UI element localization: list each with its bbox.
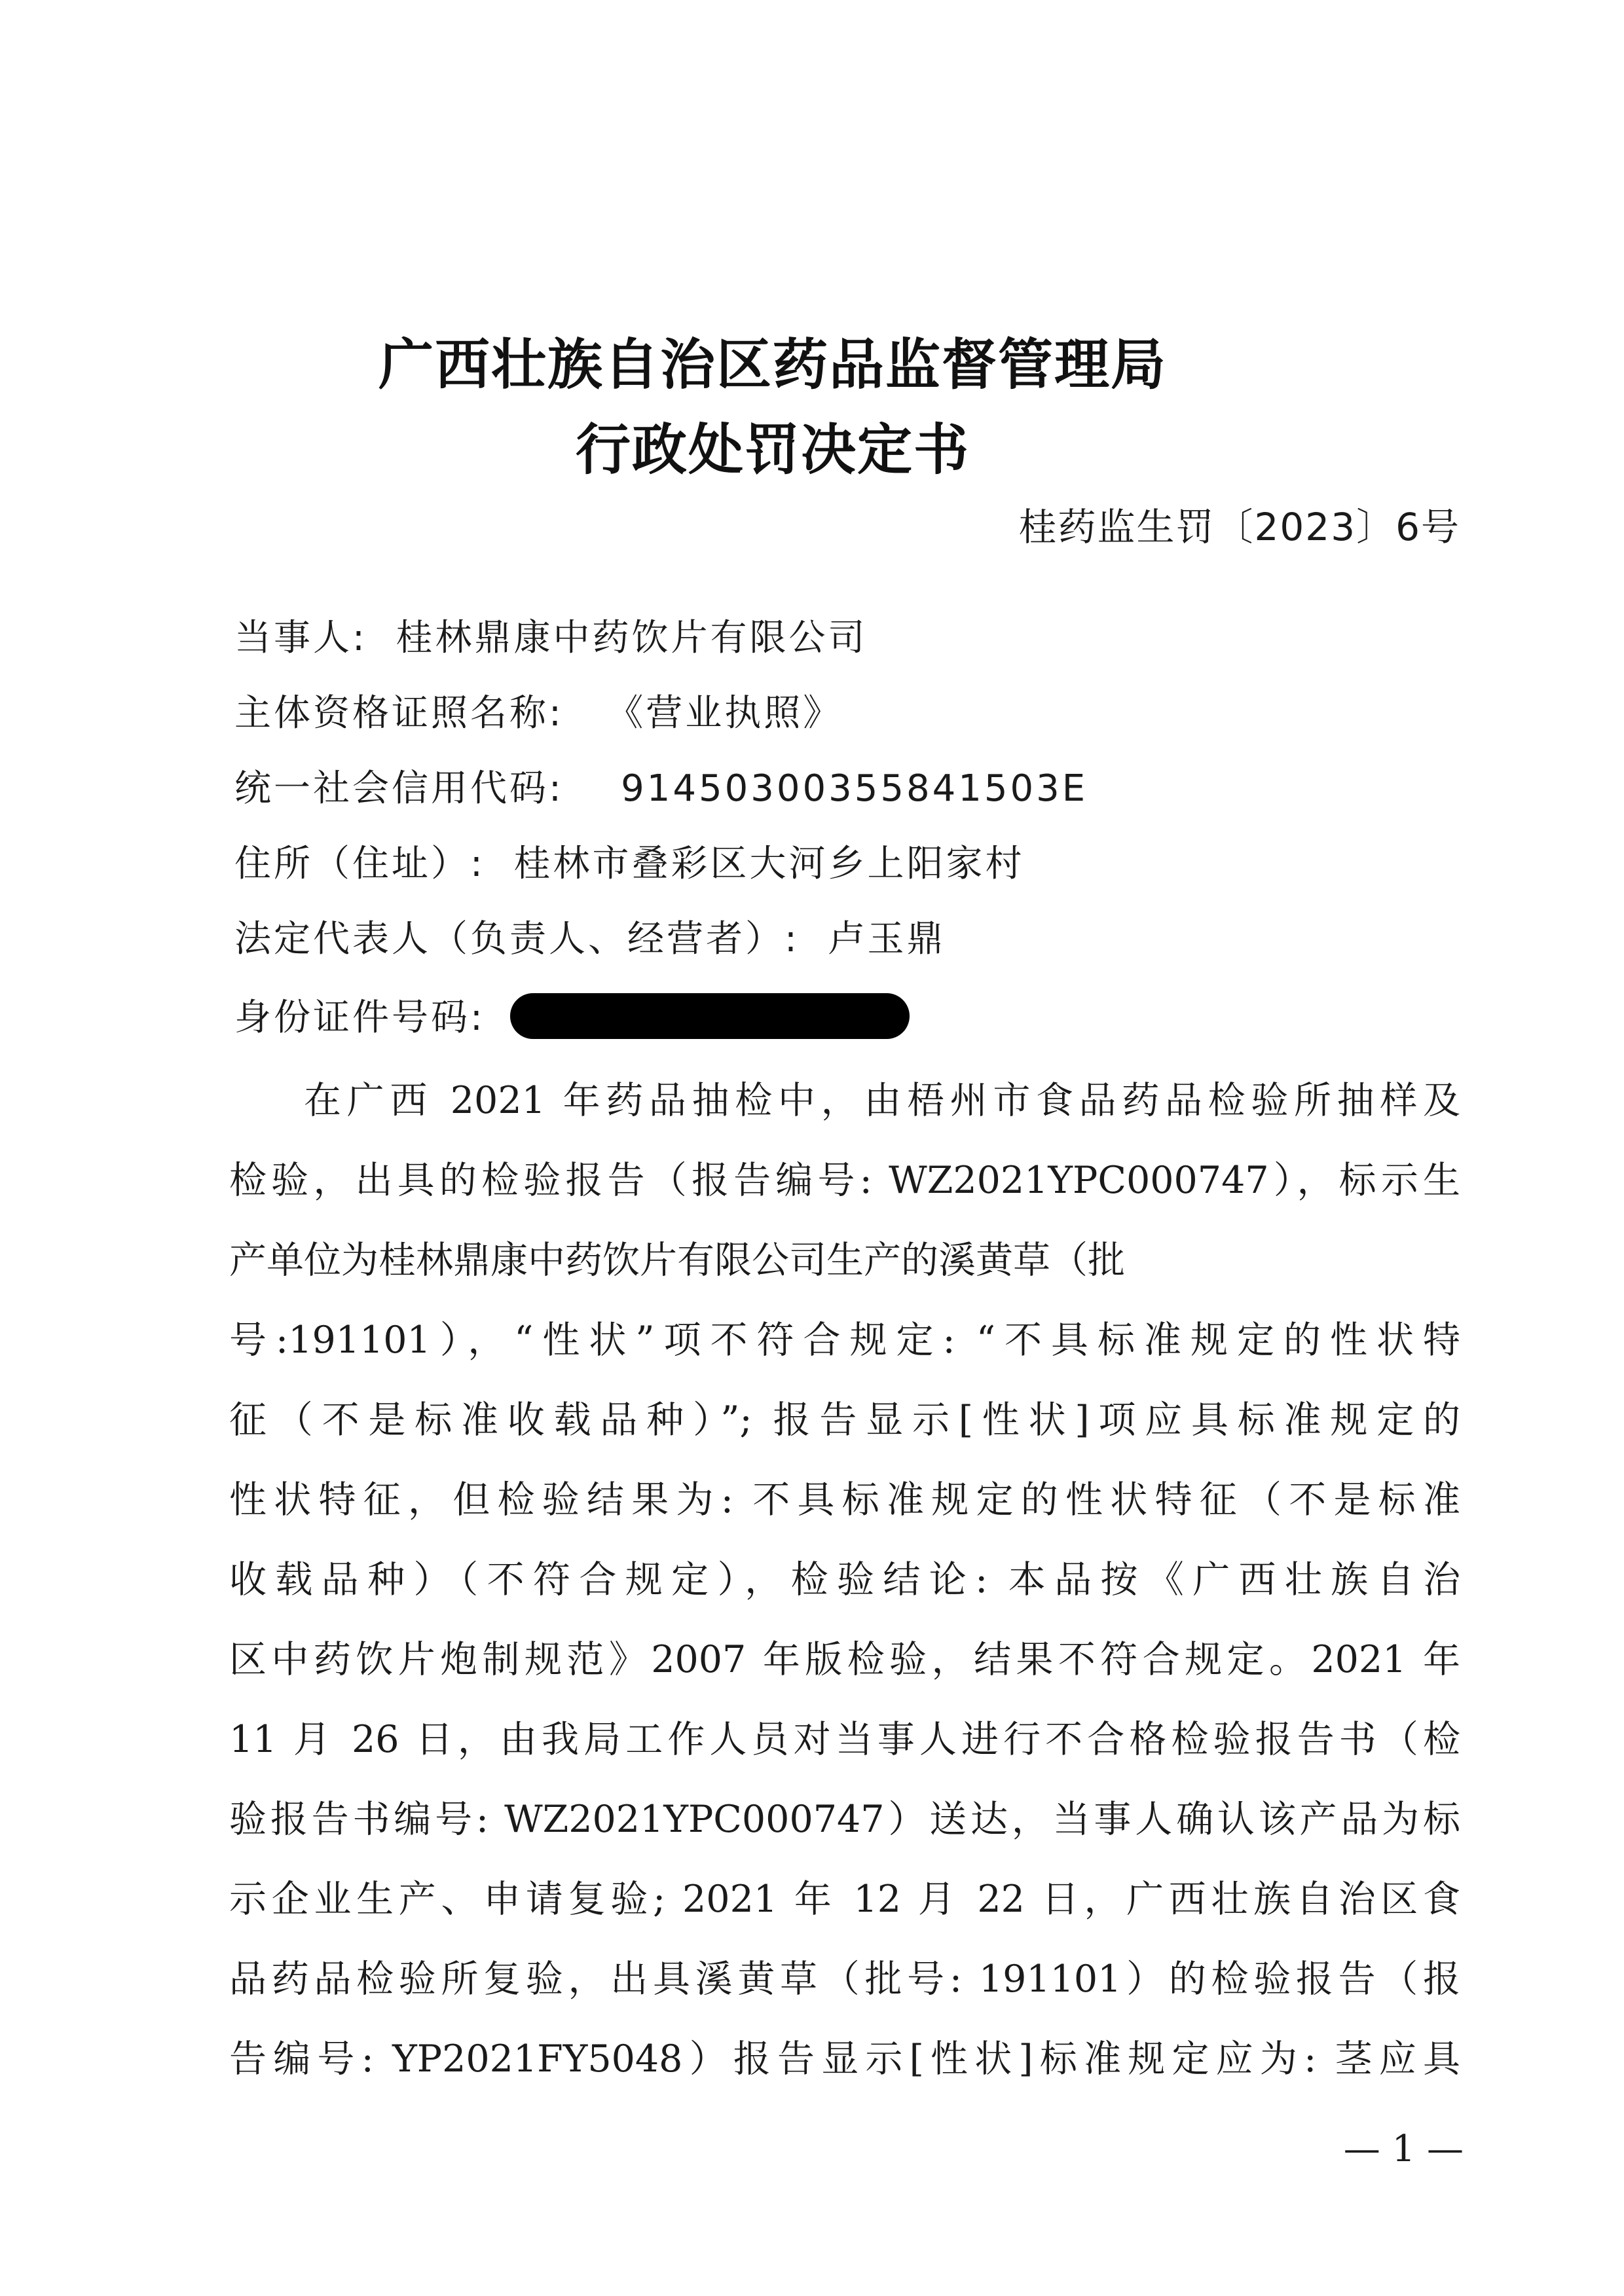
legal-representative-label: 法定代表人（负责人、经营者）: [234, 918, 800, 960]
body-line: 征（不是标准收载品种）”; 报告显示[性状]项应具标准规定的 [229, 1398, 1460, 1442]
page-number: — 1 — [1343, 2128, 1464, 2170]
body-line: 11 月 26 日，由我局工作人员对当事人进行不合格检验报告书（检 [229, 1718, 1460, 1761]
id-number-label: 身份证件号码: [234, 996, 485, 1039]
license-field [234, 684, 842, 737]
body-paragraph [229, 1061, 1460, 2099]
credit-code-label: 统一社会信用代码: [234, 767, 564, 810]
legal-representative-field [234, 910, 946, 962]
id-number-field [234, 989, 910, 1043]
document-title-authority: 广西壮族自治区药品监督管理局 [378, 332, 1167, 397]
credit-code-value: 91450300355841503E [621, 767, 1088, 810]
id-number-redaction [510, 993, 910, 1039]
body-line: 区中药饮片炮制规范》2007 年版检验，结果不符合规定。2021 年 [229, 1638, 1460, 1681]
body-line: 验报告书编号: WZ2021YPC000747）送达，当事人确认该产品为标 [229, 1798, 1460, 1841]
party-name-value: 桂林鼎康中药饮片有限公司 [396, 617, 868, 659]
license-value: 《营业执照》 [606, 692, 843, 735]
body-line: 在广西 2021 年药品抽检中，由梧州市食品药品检验所抽样及 [304, 1079, 1460, 1122]
body-line: 收载品种）（不符合规定），检验结论: 本品按《广西壮族自治 [229, 1558, 1460, 1601]
address-label: 住所（住址）: [234, 843, 485, 885]
body-line: 告编号: YP2021FY5048）报告显示[性状]标准规定应为: 茎应具 [229, 2037, 1460, 2081]
address-field [234, 835, 1024, 887]
party-name-field [234, 609, 867, 661]
document-title-type: 行政处罚决定书 [575, 417, 970, 482]
body-line: 检验，出具的检验报告（报告编号: WZ2021YPC000747），标示生 [229, 1159, 1460, 1202]
license-label: 主体资格证照名称: [234, 692, 564, 735]
body-line: 品药品检验所复验，出具溪黄草（批号: 191101）的检验报告（报 [229, 1958, 1460, 2001]
party-name-label: 当事人: [234, 617, 367, 659]
body-line: 产单位为桂林鼎康中药饮片有限公司生产的溪黄草（批 [229, 1239, 1125, 1282]
address-value: 桂林市叠彩区大河乡上阳家村 [513, 843, 1025, 885]
document-number: 桂药监生罚〔2023〕6号 [1018, 505, 1460, 549]
legal-representative-value: 卢玉鼎 [828, 918, 946, 960]
body-line: 号:191101），“性状”项不符合规定: “不具标准规定的性状特 [229, 1319, 1460, 1362]
body-line: 性状特征，但检验结果为: 不具标准规定的性状特征（不是标准 [229, 1478, 1460, 1522]
body-line: 示企业生产、申请复验; 2021 年 12 月 22 日，广西壮族自治区食 [229, 1878, 1460, 1921]
credit-code-field [234, 759, 1088, 812]
